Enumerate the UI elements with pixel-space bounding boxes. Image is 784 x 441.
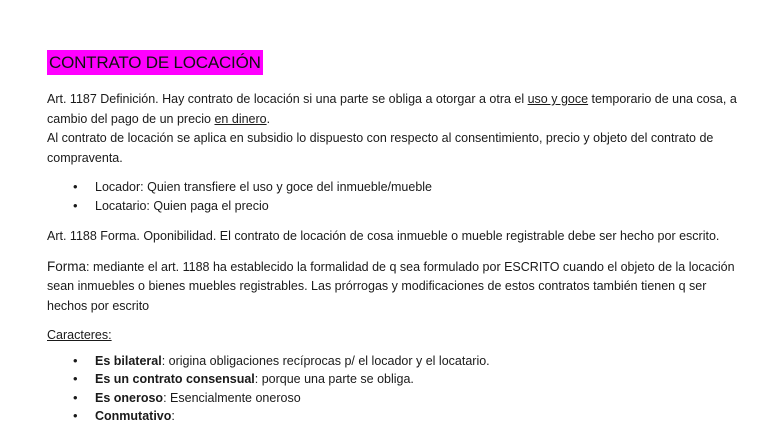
document-page	[47, 50, 747, 438]
document-title: CONTRATO DE LOCACIÓN	[47, 50, 263, 75]
art-1187-paragraph	[47, 90, 747, 129]
art-1187-text-start: Art. 1187 Definición. Hay contrato de locación si una parte se obliga a otorgar a otra el	[47, 92, 528, 106]
list-item-conmutativo	[47, 407, 747, 426]
parties-list	[47, 178, 747, 215]
list-item-oneroso	[47, 389, 747, 408]
list-item-locador: • Locador: Quien transfiere el uso y goce del inmueble/mueble	[47, 178, 747, 197]
caracteres-heading: Caracteres:	[47, 328, 112, 342]
caracter-desc: :	[171, 409, 175, 423]
forma-label: Forma	[47, 258, 87, 274]
list-item-locatario: • Locatario: Quien paga el precio	[47, 197, 747, 216]
caracter-desc: : origina obligaciones recíprocas p/ el locador y el locatario.	[161, 353, 490, 368]
title-row	[47, 50, 747, 76]
caracter-term: Es bilateral	[95, 353, 162, 368]
list-item-bilateral	[47, 352, 747, 371]
art-1187-text-end: .	[266, 111, 271, 126]
forma-text: : mediante el art. 1188 ha establecido la formalidad de q sea formulado por ESCRITO cuando el objeto de la locación sean inmuebles o bienes muebles registrables. Las prórrogas y modificaciones de estos contratos también tienen q ser hechos por escrito	[47, 259, 735, 313]
subsidio-paragraph: Al contrato de locación se aplica en subsidio lo dispuesto con respecto al consentimiento, precio y objeto del contrato de compraventa.	[47, 131, 714, 165]
art-1188-paragraph: Art. 1188 Forma. Oponibilidad. El contrato de locación de cosa inmueble o mueble registrable debe ser hecho por escrito.	[47, 229, 720, 243]
caracter-desc: : Esencialmente oneroso	[163, 390, 301, 405]
forma-paragraph	[47, 257, 747, 317]
caracter-term: Conmutativo	[95, 409, 172, 423]
caracteres-list	[47, 352, 747, 426]
art-1187-text-middle: temporario de una cosa, a cambio del pago de un precio	[47, 92, 737, 126]
en-dinero-underlined: en dinero	[214, 111, 267, 126]
caracter-term: Es un contrato consensual	[95, 372, 255, 386]
list-item-consensual	[47, 370, 747, 389]
caracter-term: Es oneroso	[95, 390, 164, 405]
caracter-desc: : porque una parte se obliga.	[254, 372, 414, 386]
uso-y-goce-underlined: uso y goce	[527, 92, 589, 106]
